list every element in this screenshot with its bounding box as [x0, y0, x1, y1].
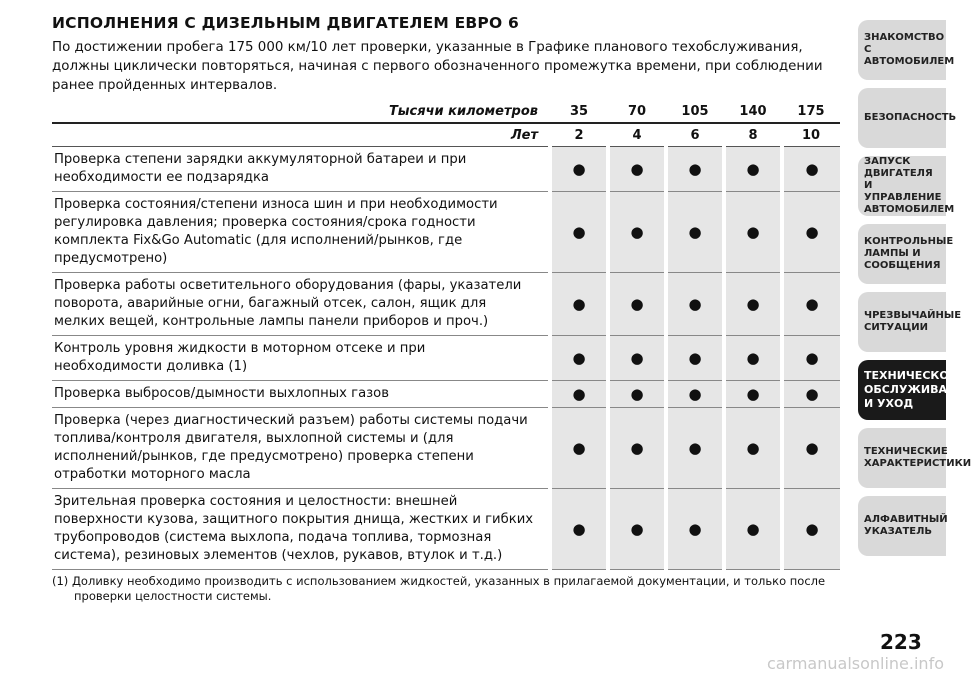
check-mark: ● — [724, 489, 782, 570]
years-header-label: Лет — [52, 123, 550, 147]
section-tab[interactable]: БЕЗОПАСНОСТЬ — [858, 88, 946, 148]
footnote-line: (1) Доливку необходимо производить с использованием жидкостей, указанных в прилагаемой документации, и только после — [52, 574, 826, 588]
years-header-cell: 6 — [666, 123, 724, 147]
section-tab[interactable]: ЗАПУСК ДВИГАТЕЛЯ И УПРАВЛЕНИЕ АВТОМОБИЛЕМ — [858, 156, 946, 216]
check-mark: ● — [666, 192, 724, 273]
check-mark: ● — [608, 489, 666, 570]
check-mark: ● — [666, 408, 724, 489]
check-mark: ● — [550, 489, 608, 570]
check-mark: ● — [608, 147, 666, 192]
table-row — [52, 147, 840, 192]
years-header-cell: 10 — [782, 123, 840, 147]
section-tab[interactable]: ЧРЕЗВЫЧАЙНЫЕ СИТУАЦИИ — [858, 292, 946, 352]
header-row-km — [52, 100, 840, 123]
check-mark: ● — [782, 336, 840, 381]
check-mark: ● — [724, 381, 782, 408]
footnote — [52, 574, 842, 604]
check-mark: ● — [782, 273, 840, 336]
section-tab[interactable]: ТЕХНИЧЕСКИЕ ХАРАКТЕРИСТИКИ — [858, 428, 946, 488]
task-description: Проверка работы осветительного оборудования (фары, указатели поворота, аварийные огни, багажный отсек, салон, ящик для мелких вещей, контрольные лампы панели приборов и проч.) — [52, 273, 550, 336]
task-description: Проверка выбросов/дымности выхлопных газов — [52, 381, 550, 408]
task-description: Контроль уровня жидкости в моторном отсеке и при необходимости доливка (1) — [52, 336, 550, 381]
check-mark: ● — [724, 192, 782, 273]
header-row-years — [52, 123, 840, 147]
maintenance-schedule-table — [52, 100, 840, 570]
task-description: Проверка состояния/степени износа шин и при необходимости регулировка давления; проверка состояния/срока годности комплекта Fix&Go Automatic (для исполнений/рынков, где предусмотрено) — [52, 192, 550, 273]
check-mark: ● — [782, 192, 840, 273]
years-header-cell: 2 — [550, 123, 608, 147]
km-header-cell: 175 — [782, 100, 840, 123]
check-mark: ● — [666, 489, 724, 570]
footnote-line: проверки целостности системы. — [74, 589, 272, 603]
check-mark: ● — [550, 147, 608, 192]
page-title: ИСПОЛНЕНИЯ С ДИЗЕЛЬНЫМ ДВИГАТЕЛЕМ ЕВРО 6 — [52, 14, 519, 32]
table-row — [52, 336, 840, 381]
check-mark: ● — [666, 336, 724, 381]
check-mark: ● — [550, 192, 608, 273]
check-mark: ● — [608, 273, 666, 336]
section-tab[interactable]: АЛФАВИТНЫЙ УКАЗАТЕЛЬ — [858, 496, 946, 556]
km-header-cell: 105 — [666, 100, 724, 123]
task-description: Проверка степени зарядки аккумуляторной батареи и при необходимости ее подзарядка — [52, 147, 550, 192]
km-header-cell: 140 — [724, 100, 782, 123]
check-mark: ● — [550, 381, 608, 408]
task-description: Зрительная проверка состояния и целостности: внешней поверхности кузова, защитного покрытия днища, жестких и гибких трубопроводов (система выхлопа, подача топлива, тормозная система), резиновых элементов (чехлов, рукавов, втулок и т.д.) — [52, 489, 550, 570]
check-mark: ● — [782, 408, 840, 489]
check-mark: ● — [666, 273, 724, 336]
table-row — [52, 381, 840, 408]
km-header-label: Тысячи километров — [52, 100, 550, 123]
check-mark: ● — [550, 336, 608, 381]
check-mark: ● — [724, 408, 782, 489]
check-mark: ● — [608, 381, 666, 408]
check-mark: ● — [666, 147, 724, 192]
check-mark: ● — [724, 273, 782, 336]
check-mark: ● — [782, 489, 840, 570]
check-mark: ● — [724, 336, 782, 381]
section-tabs — [858, 20, 973, 564]
table-row — [52, 273, 840, 336]
check-mark: ● — [724, 147, 782, 192]
check-mark: ● — [666, 381, 724, 408]
check-mark: ● — [782, 147, 840, 192]
check-mark: ● — [782, 381, 840, 408]
check-mark: ● — [608, 192, 666, 273]
km-header-cell: 70 — [608, 100, 666, 123]
page-number: 223 — [880, 630, 922, 654]
section-tab[interactable]: ТЕХНИЧЕСКОЕ ОБСЛУЖИВАНИЕ И УХОД — [858, 360, 946, 420]
check-mark: ● — [550, 273, 608, 336]
check-mark: ● — [608, 408, 666, 489]
km-header-cell: 35 — [550, 100, 608, 123]
task-description: Проверка (через диагностический разъем) работы системы подачи топлива/контроля двигателя, выхлопной системы и (для исполнений/рынков, где предусмотрено) проверка степени отработки моторного масла — [52, 408, 550, 489]
section-tab[interactable]: ЗНАКОМСТВО С АВТОМОБИЛЕМ — [858, 20, 946, 80]
intro-paragraph: По достижении пробега 175 000 км/10 лет проверки, указанные в Графике планового техобслуживания, должны циклически повторяться, начиная с первого обозначенного промежутка времени, при соблюдении ранее пройденных интервалов. — [52, 40, 823, 93]
table-row — [52, 489, 840, 570]
years-header-cell: 4 — [608, 123, 666, 147]
section-tab[interactable]: КОНТРОЛЬНЫЕ ЛАМПЫ И СООБЩЕНИЯ — [858, 224, 946, 284]
table-row — [52, 408, 840, 489]
main-content — [52, 14, 842, 604]
years-header-cell: 8 — [724, 123, 782, 147]
check-mark: ● — [550, 408, 608, 489]
check-mark: ● — [608, 336, 666, 381]
watermark-text: carmanualsonline.info — [766, 654, 944, 673]
table-row — [52, 192, 840, 273]
